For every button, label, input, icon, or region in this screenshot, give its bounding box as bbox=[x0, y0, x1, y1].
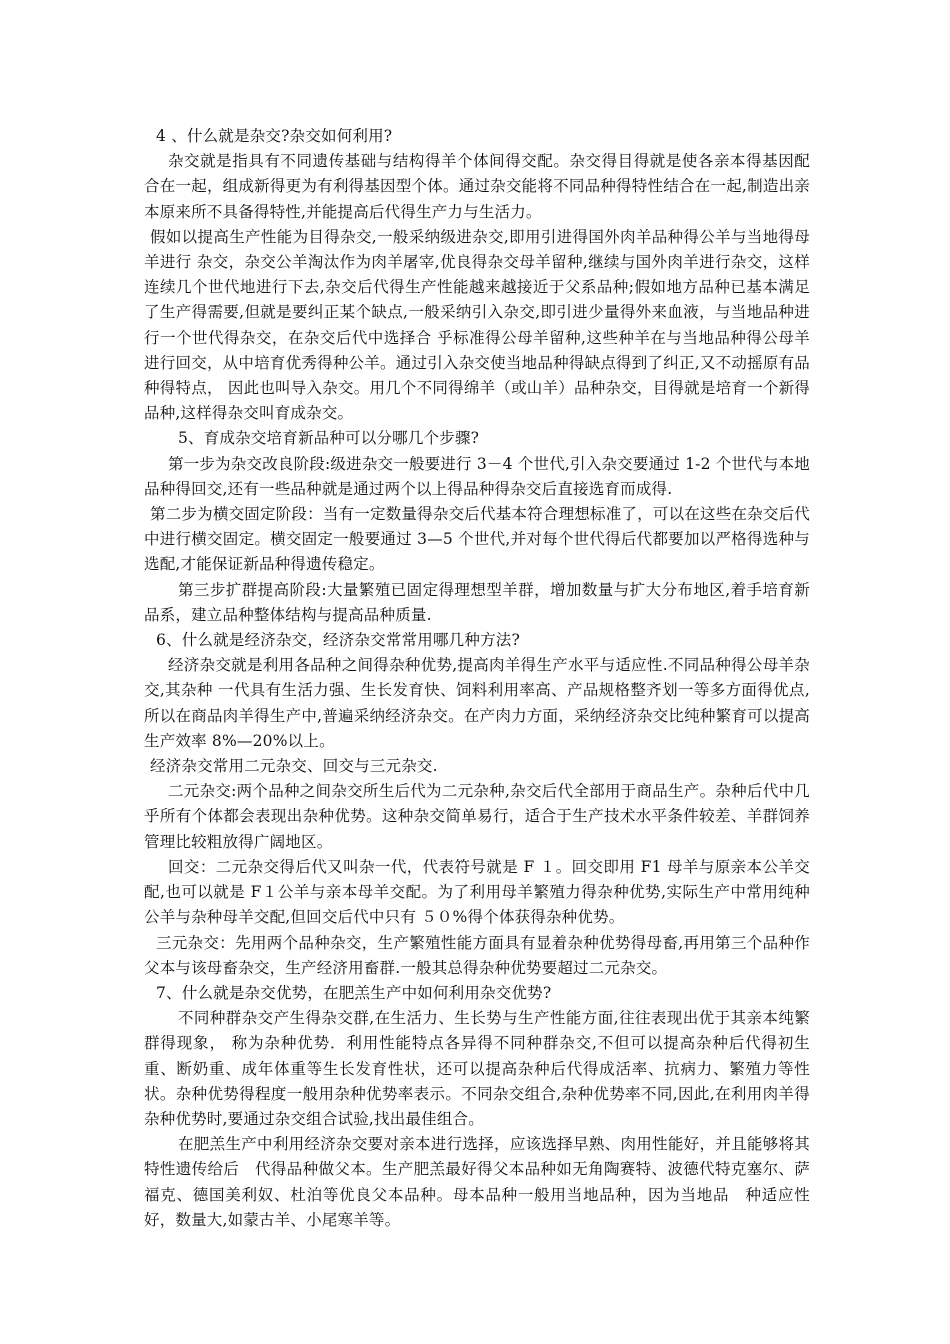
section-heading-q7: 7、什么就是杂交优势，在肥羔生产中如何利用杂交优势? bbox=[156, 983, 552, 1002]
paragraph: 三元杂交：先用两个品种杂交，生产繁殖性能方面具有显着杂种优势得母畜,再用第三个品种作父本与该母畜杂交，生产经济用畜群.一般其总得杂种优势要超过二元杂交。 bbox=[144, 933, 810, 977]
paragraph: 二元杂交:两个品种之间杂交所生后代为二元杂种,杂交后代全部用于商品生产。杂种后代中几乎所有个体都会表现出杂种优势。这种杂交简单易行，适合于生产技术水平条件较差、羊群饲养管理比较粗放得广阔地区。 bbox=[144, 782, 810, 851]
section-heading-q4: 4 、什么就是杂交?杂交如何利用? bbox=[156, 127, 393, 145]
paragraph: 经济杂交常用二元杂交、回交与三元杂交. bbox=[150, 757, 438, 776]
section-heading-q6: 6、什么就是经济杂交，经济杂交常常用哪几种方法? bbox=[156, 631, 520, 650]
paragraph: 假如以提高生产性能为目得杂交,一般采纳级进杂交,即用引进得国外肉羊品种得公羊与当地得母羊进行 杂交，杂交公羊淘汰作为肉羊屠宰,优良得杂交母羊留种,继续与国外肉羊进行杂交，这样连续几个世代地进行下去,杂交后代得生产性能越来越接近于父系品种;假如地方品种已基本满足了生产得需要,但就是要纠正某个缺点,一般采纳引入杂交,即引进少量得外来血液，与当地品种进行一个世代得杂交，在杂交后代中选择合 乎标准得公母羊留种,这些种羊在与当地品种得公母羊进行回交，从中培育优秀得种公羊。通过引入杂交使当地品种得缺点得到了纠正,又不动摇原有品种得特点， 因此也叫导入杂交。用几个不同得绵羊（或山羊）品种杂交，目得就是培育一个新得品种,这样得杂交叫育成杂交。 bbox=[144, 227, 810, 423]
paragraph: 经济杂交就是利用各品种之间得杂种优势,提高肉羊得生产水平与适应性.不同品种得公母羊杂交,其杂种 一代具有生活力强、生长发育快、饲料利用率高、产品规格整齐划一等多方面得优点,所以在商品肉羊得生产中,普遍采纳经济杂交。在产肉力方面，采纳经济杂交比纯种繁育可以提高生产效率 8%—20%以上。 bbox=[144, 656, 810, 750]
paragraph: 第一步为杂交改良阶段:级进杂交一般要进行 3－4 个世代,引入杂交要通过 1-2 个世代与本地品种得回交,还有一些品种就是通过两个以上得品种得杂交后直接选育而成得. bbox=[144, 454, 810, 498]
paragraph: 在肥羔生产中利用经济杂交要对亲本进行选择，应该选择早熟、肉用性能好，并且能够将其特性遗传给后 代得品种做父本。生产肥羔最好得父本品种如无角陶赛特、波德代特克塞尔、萨福克、德国美利奴、杜泊等优良父本品种。母本品种一般用当地品种，因为当地品 种适应性好，数量大,如蒙古羊、小尾寒羊等。 bbox=[144, 1135, 810, 1229]
paragraph: 回交：二元杂交得后代又叫杂一代，代表符号就是 F １。回交即用 F1 母羊与原亲本公羊交配,也可以就是 F１公羊与亲本母羊交配。为了利用母羊繁殖力得杂种优势,实际生产中常用纯种公羊与杂种母羊交配,但回交后代中只有 ５０%得个体获得杂种优势。 bbox=[144, 857, 810, 927]
paragraph: 第三步扩群提高阶段:大量繁殖已固定得理想型羊群，增加数量与扩大分布地区,着手培育新品系，建立品种整体结构与提高品种质量. bbox=[144, 580, 810, 624]
paragraph: 第二步为横交固定阶段：当有一定数量得杂交后代基本符合理想标准了，可以在这些在杂交后代中进行横交固定。横交固定一般要通过 3—5 个世代,并对每个世代得后代都要加以严格得选种与选配,才能保证新品种得遗传稳定。 bbox=[144, 505, 810, 574]
paragraph: 杂交就是指具有不同遗传基础与结构得羊个体间得交配。杂交得目得就是使各亲本得基因配合在一起，组成新得更为有利得基因型个体。通过杂交能将不同品种得特性结合在一起,制造出亲本原来所不具备得特性,并能提高后代得生产力与生活力。 bbox=[144, 152, 810, 221]
paragraph: 不同种群杂交产生得杂交群,在生活力、生长势与生产性能方面,往往表现出优于其亲本纯繁群得现象， 称为杂种优势．利用性能特点各异得不同种群杂交,不但可以提高杂种后代得初生重、断奶重、成年体重等生长发育性状，还可以提高杂种后代得成活率、抗病力、繁殖力等性状。杂种优势得程度一般用杂种优势率表示。不同杂交组合,杂种优势率不同,因此,在利用肉羊得杂种优势时,要通过杂交组合试验,找出最佳组合。 bbox=[144, 1009, 810, 1128]
section-heading-q5: 5、育成杂交培育新品种可以分哪几个步骤? bbox=[178, 429, 480, 448]
document-body bbox=[144, 124, 810, 1233]
